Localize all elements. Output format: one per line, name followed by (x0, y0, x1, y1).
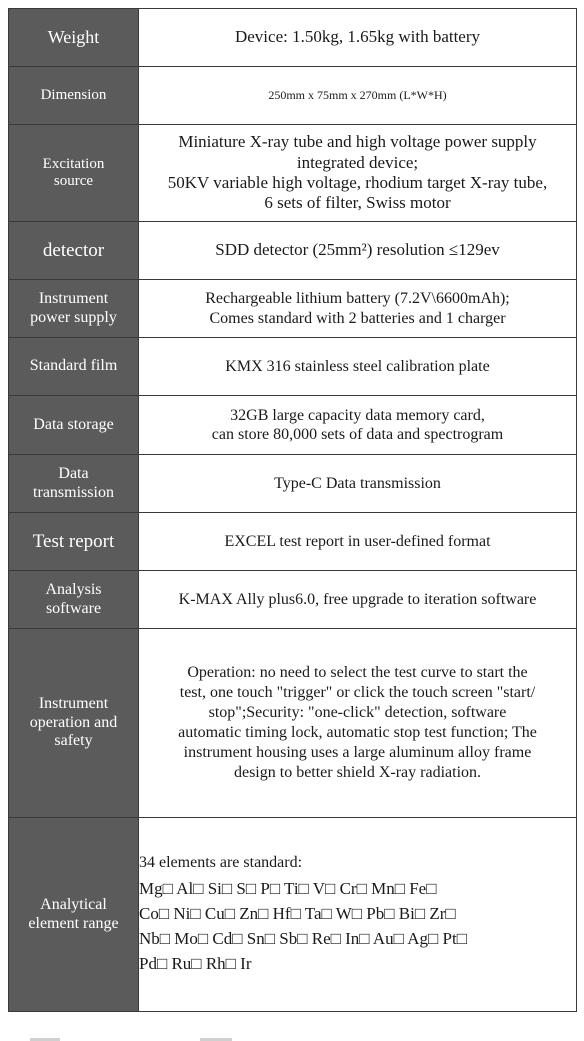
value-line: automatic timing lock, automatic stop test function; The (178, 724, 537, 741)
row-value (139, 818, 577, 1012)
value-line: integrated device; (296, 152, 419, 172)
row-label (9, 222, 139, 280)
row-label (9, 338, 139, 396)
row-instrument-operation-safety (9, 629, 577, 818)
row-value (139, 125, 577, 222)
row-value (139, 571, 577, 629)
label-line: software (45, 599, 102, 617)
label-line: element range (28, 914, 119, 932)
value-line: 50KV variable high voltage, rhodium target X-ray tube, (167, 173, 548, 192)
row-value (139, 396, 577, 455)
row-label (9, 455, 139, 513)
value-line: test, one touch "trigger" or click the touch screen "start/ (179, 684, 536, 701)
row-label (9, 9, 139, 67)
row-label (9, 818, 139, 1012)
label-line: transmission (33, 483, 114, 501)
label-line: Test report (32, 530, 115, 552)
row-analytical-element-range (9, 818, 577, 1012)
row-value (139, 455, 577, 513)
element-list-line: Nb□ Mo□ Cd□ Sn□ Sb□ Re□ In□ Au□ Ag□ Pt□ (139, 929, 467, 949)
label-line: Weight (47, 27, 100, 48)
row-test-report (9, 513, 577, 571)
row-value (139, 67, 577, 125)
row-value (139, 9, 577, 67)
row-dimension (9, 67, 577, 125)
value-line: Device: 1.50kg, 1.65kg with battery (234, 27, 481, 47)
label-line: Instrument (38, 695, 109, 713)
row-label (9, 396, 139, 455)
value-line: Comes standard with 2 batteries and 1 charger (209, 309, 506, 327)
value-line: instrument housing uses a large aluminum alloy frame (183, 744, 532, 761)
value-line: Rechargeable lithium battery (7.2V\6600mAh); (205, 290, 510, 308)
value-line: 6 sets of filter, Swiss motor (264, 193, 451, 213)
value-line: Operation: no need to select the test curve to start the (187, 664, 528, 681)
element-list-line: Mg□ Al□ Si□ S□ P□ Ti□ V□ Cr□ Mn□ Fe□ (139, 879, 437, 899)
row-instrument-power-supply (9, 280, 577, 338)
row-label (9, 67, 139, 125)
element-list-line: Co□ Ni□ Cu□ Zn□ Hf□ Ta□ W□ Pb□ Bi□ Zr□ (139, 904, 456, 924)
row-value (139, 222, 577, 280)
label-line: Standard film (29, 357, 118, 375)
label-line: Dimension (40, 86, 107, 103)
row-standard-film (9, 338, 577, 396)
label-line: power supply (30, 308, 117, 326)
value-line: design to better shield X-ray radiation. (233, 764, 482, 781)
row-value (139, 513, 577, 571)
value-line: 34 elements are standard: (139, 853, 303, 871)
value-line: can store 80,000 sets of data and spectrogram (211, 426, 504, 443)
row-detector (9, 222, 577, 280)
row-value (139, 338, 577, 396)
row-label (9, 280, 139, 338)
value-line: Miniature X-ray tube and high voltage power supply (178, 132, 537, 152)
element-list-line: Pd□ Ru□ Rh□ Ir (139, 954, 252, 974)
row-weight (9, 9, 577, 67)
value-line: Type-C Data transmission (274, 474, 441, 492)
label-line: Data storage (33, 415, 114, 433)
label-line: Instrument (38, 290, 109, 308)
row-data-transmission (9, 455, 577, 513)
label-line: Data (58, 465, 89, 483)
row-analysis-software (9, 571, 577, 629)
row-value (139, 280, 577, 338)
row-data-storage (9, 396, 577, 455)
label-line: safety (54, 732, 93, 750)
row-value (139, 629, 577, 818)
row-label (9, 125, 139, 222)
value-line: K-MAX Ally plus6.0, free upgrade to iteration software (178, 590, 537, 608)
value-line: EXCEL test report in user-defined format (224, 532, 491, 550)
label-line: source (53, 173, 94, 189)
label-line: Analytical (40, 896, 107, 914)
value-line: KMX 316 stainless steel calibration plate (225, 357, 490, 375)
row-label (9, 629, 139, 818)
spec-table (8, 8, 577, 1012)
label-line: detector (42, 239, 105, 261)
label-line: operation and (29, 713, 118, 731)
value-line: stop";Security: "one-click" detection, software (208, 704, 507, 721)
value-line: 32GB large capacity data memory card, (230, 406, 485, 424)
row-label (9, 513, 139, 571)
value-line: SDD detector (25mm²) resolution ≤129ev (215, 240, 500, 260)
value-line: 250mm x 75mm x 270mm (L*W*H) (268, 88, 447, 103)
label-line: Excitation (42, 155, 105, 172)
row-label (9, 571, 139, 629)
row-excitation-source (9, 125, 577, 222)
label-line: Analysis (45, 581, 102, 599)
